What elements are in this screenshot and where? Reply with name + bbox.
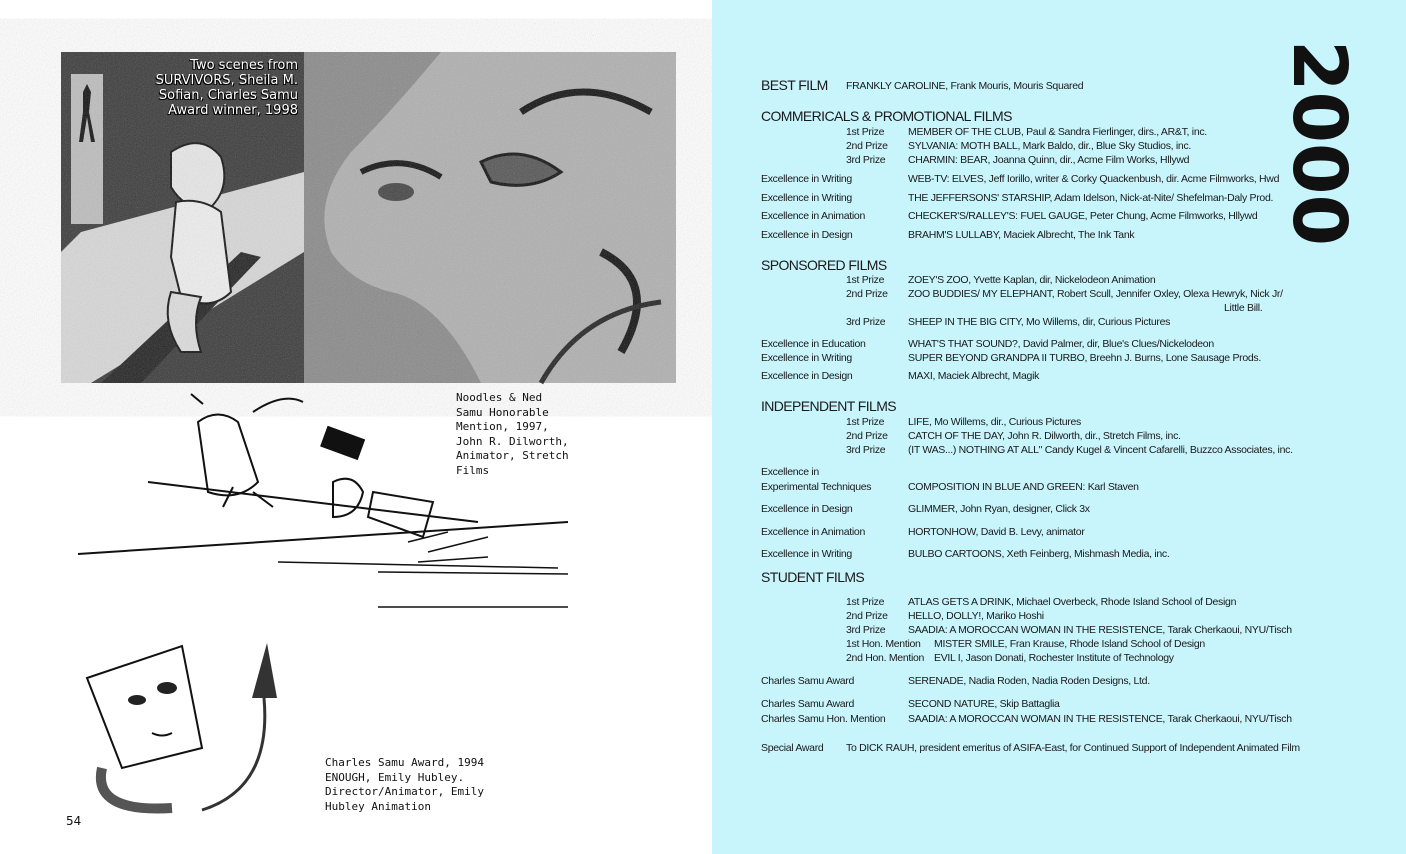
- award-label: Charles Samu Award: [761, 675, 855, 687]
- enough-caption: Charles Samu Award, 1994 ENOUGH, Emily Hubley. Director/Animator, Emily Hubley Animation: [325, 756, 484, 813]
- award-label: Excellence in: [761, 466, 819, 478]
- award-label: Excellence in Writing: [761, 192, 852, 204]
- year-heading: [1276, 40, 1362, 246]
- special-award-label: Special Award: [761, 742, 824, 754]
- award-label: 1st Prize: [846, 596, 885, 608]
- award-text: SUPER BEYOND GRANDPA II TURBO, Breehn J. Burns, Lone Sausage Prods.: [908, 352, 1261, 364]
- award-label: 1st Prize: [846, 126, 885, 138]
- award-text: ATLAS GETS A DRINK, Michael Overbeck, Rhode Island School of Design: [908, 596, 1237, 608]
- award-label: Excellence in Writing: [761, 548, 852, 560]
- award-text: LIFE, Mo Willems, dir., Curious Pictures: [908, 416, 1081, 428]
- award-label: 2nd Prize: [846, 610, 888, 622]
- award-label: 2nd Prize: [846, 288, 888, 300]
- award-label: 3rd Prize: [846, 624, 886, 636]
- award-text: SAADIA: A MOROCCAN WOMAN IN THE RESISTENCE, Tarak Cherkaoui, NYU/Tisch: [908, 713, 1292, 725]
- best-film-text: FRANKLY CAROLINE, Frank Mouris, Mouris Squared: [846, 80, 1084, 92]
- award-label: 2nd Prize: [846, 140, 888, 152]
- award-label: 2nd Hon. Mention: [846, 652, 925, 664]
- award-label: 3rd Prize: [846, 316, 886, 328]
- award-text: MISTER SMILE, Fran Krause, Rhode Island School of Design: [934, 638, 1205, 650]
- award-text: SAADIA: A MOROCCAN WOMAN IN THE RESISTENCE, Tarak Cherkaoui, NYU/Tisch: [908, 624, 1292, 636]
- section-heading-independent: INDEPENDENT FILMS: [761, 398, 897, 414]
- award-text: EVIL I, Jason Donati, Rochester Institute of Technology: [934, 652, 1174, 664]
- best-film-heading: BEST FILM: [761, 77, 828, 93]
- award-text: HELLO, DOLLY!, Mariko Hoshi: [908, 610, 1044, 622]
- enough-illustration: [82, 638, 282, 818]
- award-text: SERENADE, Nadia Roden, Nadia Roden Designs, Ltd.: [908, 675, 1150, 687]
- award-text: BRAHM'S LULLABY, Maciek Albrecht, The Ink Tank: [908, 229, 1135, 241]
- award-label: 3rd Prize: [846, 154, 886, 166]
- award-text: MEMBER OF THE CLUB, Paul & Sandra Fierlinger, dirs., AR&T, inc.: [908, 126, 1207, 138]
- award-label: Charles Samu Hon. Mention: [761, 713, 886, 725]
- award-text: GLIMMER, John Ryan, designer, Click 3x: [908, 503, 1090, 515]
- award-label: Excellence in Writing: [761, 352, 852, 364]
- award-text: SECOND NATURE, Skip Battaglia: [908, 698, 1060, 710]
- award-text: CHECKER'S/RALLEY'S: FUEL GAUGE, Peter Chung, Acme Filmworks, Hllywd: [908, 210, 1258, 222]
- award-text: CHARMIN: BEAR, Joanna Quinn, dir., Acme Film Works, Hllywd: [908, 154, 1190, 166]
- award-text: ZOO BUDDIES/ MY ELEPHANT, Robert Scull, Jennifer Oxley, Olexa Hewryk, Nick Jr/: [908, 288, 1283, 300]
- survivors-caption: Two scenes from SURVIVORS, Sheila M. Sofian, Charles Samu Award winner, 1998: [155, 58, 298, 118]
- award-label: 1st Hon. Mention: [846, 638, 921, 650]
- award-text: HORTONHOW, David B. Levy, animator: [908, 526, 1085, 538]
- section-heading-student: STUDENT FILMS: [761, 569, 865, 585]
- award-label: 1st Prize: [846, 416, 885, 428]
- special-award-text: To DICK RAUH, president emeritus of ASIFA-East, for Continued Support of Independent Animated Film: [846, 742, 1300, 754]
- award-label: Experimental Techniques: [761, 481, 872, 493]
- award-text: SHEEP IN THE BIG CITY, Mo Willems, dir, Curious Pictures: [908, 316, 1171, 328]
- award-label: Charles Samu Award: [761, 698, 855, 710]
- award-text: COMPOSITION IN BLUE AND GREEN: Karl Staven: [908, 481, 1139, 493]
- year-text: 2000: [1276, 40, 1362, 246]
- page-number: 54: [66, 814, 82, 828]
- award-label: Excellence in Design: [761, 503, 853, 515]
- award-label: Excellence in Education: [761, 338, 866, 350]
- award-label: Excellence in Design: [761, 229, 853, 241]
- award-text: (IT WAS...) NOTHING AT ALL" Candy Kugel & Vincent Cafarelli, Buzzco Associates, inc.: [908, 444, 1293, 456]
- award-text: ZOEY'S ZOO, Yvette Kaplan, dir, Nickelodeon Animation: [908, 274, 1156, 286]
- award-label: Excellence in Design: [761, 370, 853, 382]
- award-text: SYLVANIA: MOTH BALL, Mark Baldo, dir., Blue Sky Studios, inc.: [908, 140, 1192, 152]
- award-text: BULBO CARTOONS, Xeth Feinberg, Mishmash Media, inc.: [908, 548, 1170, 560]
- award-text: THE JEFFERSONS' STARSHIP, Adam Idelson, Nick-at-Nite/ Shefelman-Daly Prod.: [908, 192, 1274, 204]
- award-label: 2nd Prize: [846, 430, 888, 442]
- noodles-caption: Noodles & Ned Samu Honorable Mention, 1997, John R. Dilworth, Animator, Stretch Films: [456, 391, 569, 477]
- award-label: Excellence in Writing: [761, 173, 852, 185]
- award-text: CATCH OF THE DAY, John R. Dilworth, dir., Stretch Films, inc.: [908, 430, 1181, 442]
- award-text-continued: Little Bill.: [1224, 302, 1263, 314]
- award-label: Excellence in Animation: [761, 526, 865, 538]
- section-heading-sponsored: SPONSORED FILMS: [761, 257, 887, 273]
- award-text: MAXI, Maciek Albrecht, Magik: [908, 370, 1040, 382]
- award-label: 1st Prize: [846, 274, 885, 286]
- award-label: Excellence in Animation: [761, 210, 865, 222]
- award-text: WEB-TV: ELVES, Jeff Iorillo, writer & Corky Quackenbush, dir. Acme Filmworks, Hwd: [908, 173, 1280, 185]
- section-heading-commercials: COMMERICALS & PROMOTIONAL FILMS: [761, 108, 1012, 124]
- award-label: 3rd Prize: [846, 444, 886, 456]
- award-text: WHAT'S THAT SOUND?, David Palmer, dir, Blue's Clues/Nickelodeon: [908, 338, 1214, 350]
